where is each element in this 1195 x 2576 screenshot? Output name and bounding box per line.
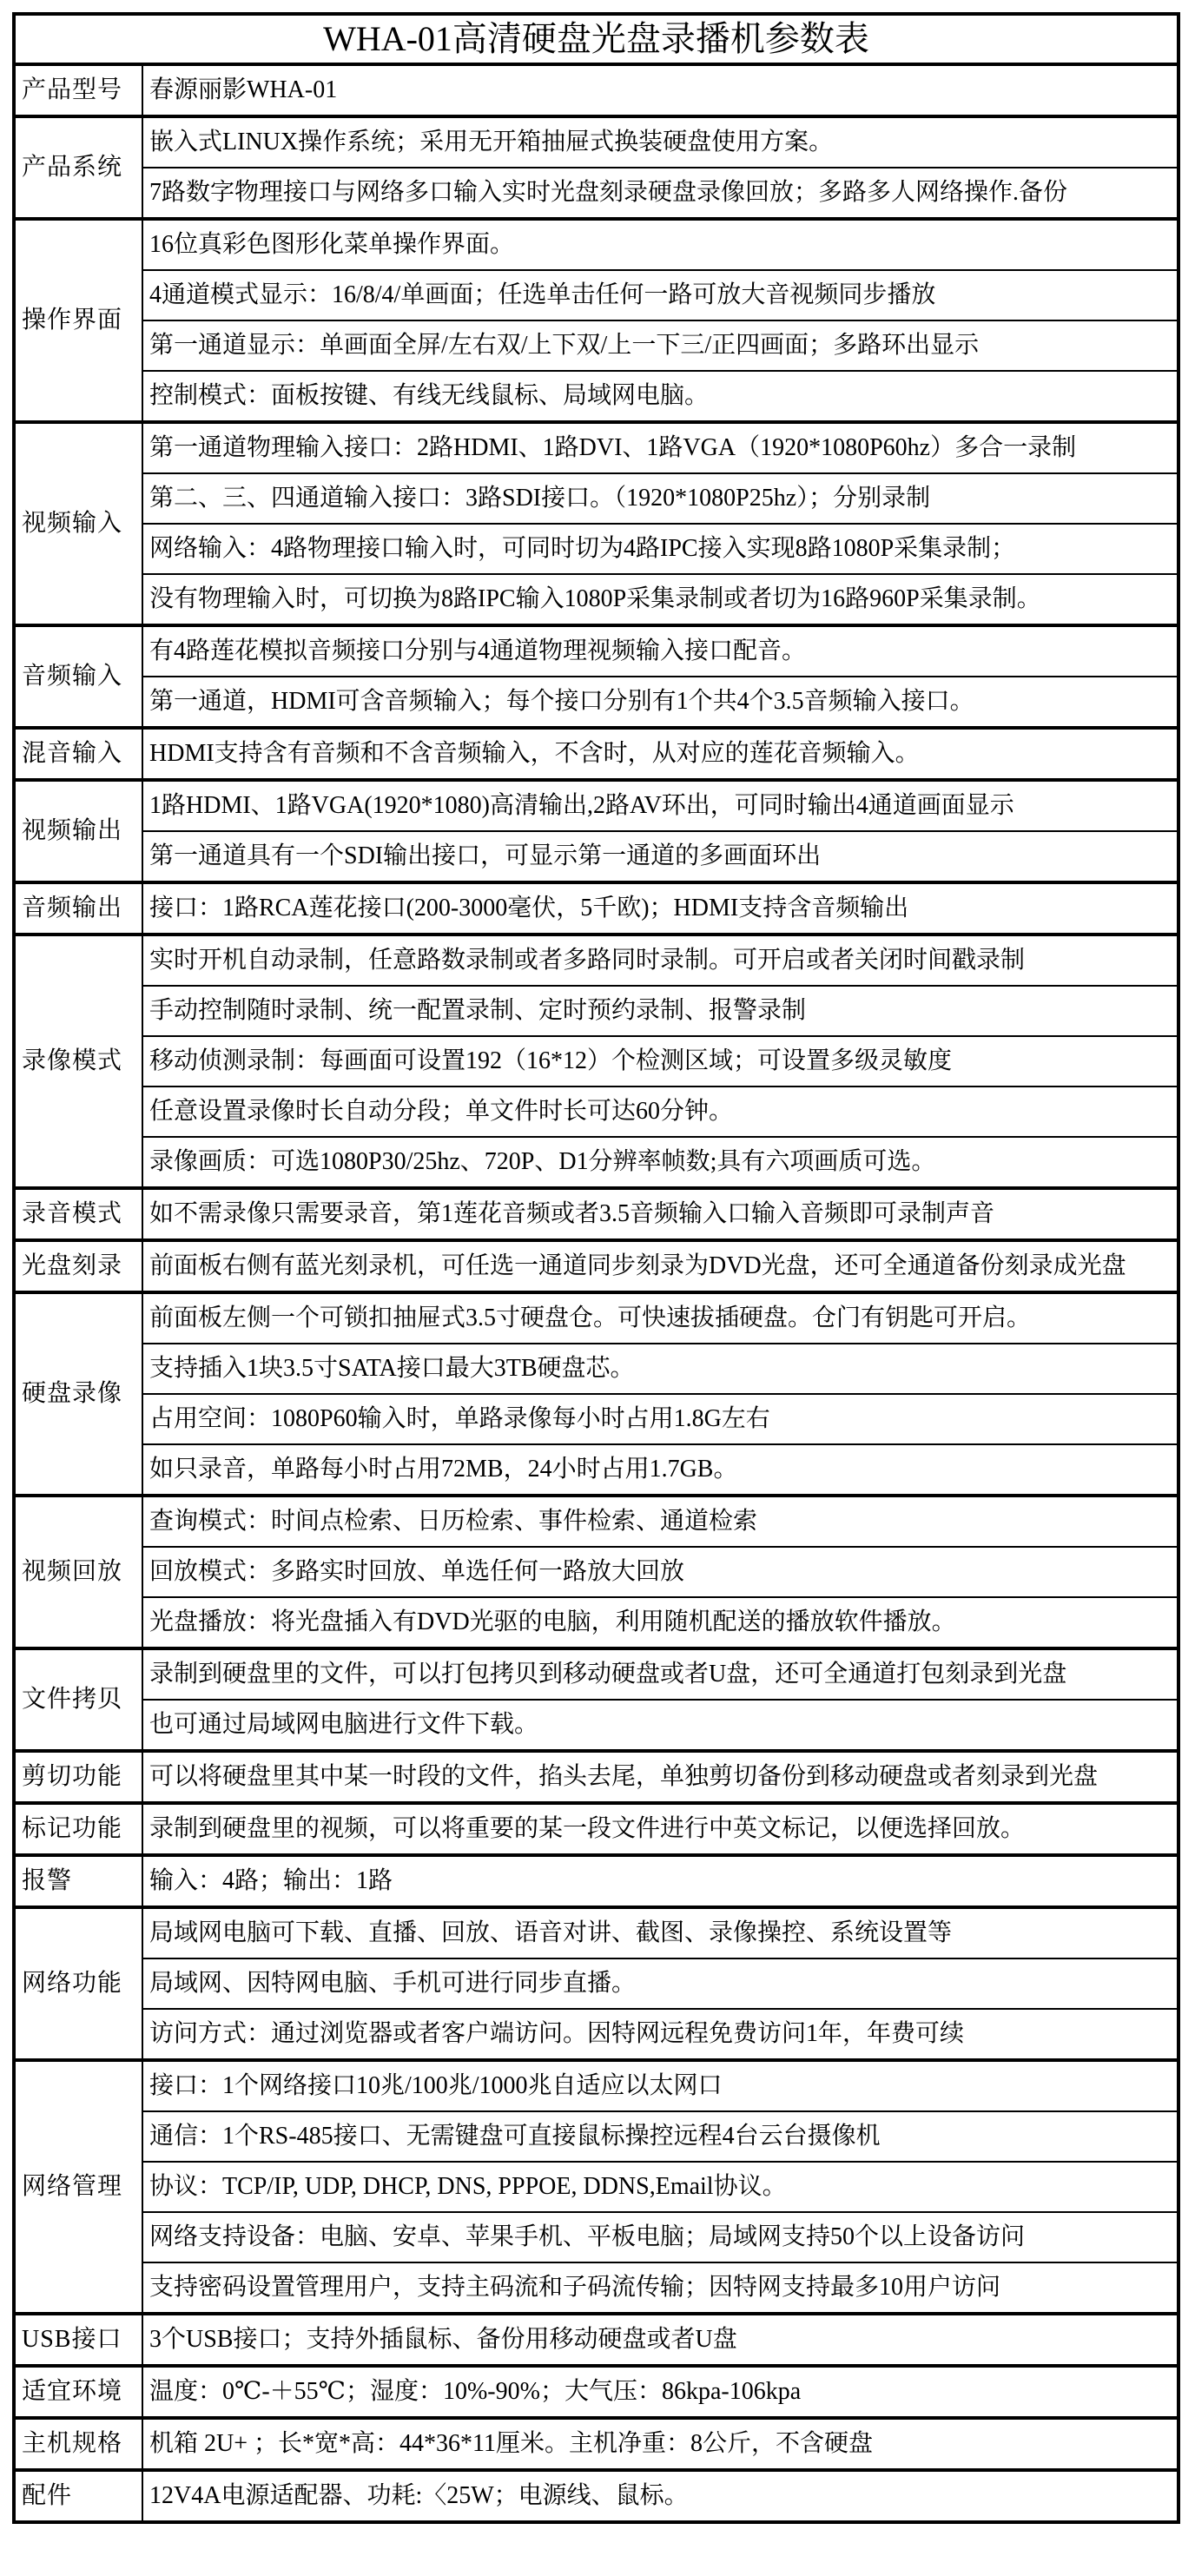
category-cell: 视频输出 <box>14 780 142 882</box>
table-row <box>14 1240 1178 1292</box>
spec-cell: 第一通道物理输入接口：2路HDMI、1路DVI、1路VGA（1920*1080P60hz）多合一录制 <box>142 422 1178 473</box>
table-row <box>14 1700 1178 1751</box>
spec-cell: 有4路莲花模拟音频接口分别与4通道物理视频输入接口配音。 <box>142 625 1178 677</box>
table-row <box>14 1496 1178 1547</box>
table-row <box>14 2418 1178 2470</box>
table-row <box>14 219 1178 270</box>
table-row <box>14 625 1178 677</box>
spec-cell: 也可通过局域网电脑进行文件下载。 <box>142 1700 1178 1751</box>
table-row <box>14 422 1178 473</box>
table-row <box>14 64 1178 116</box>
spec-cell: 温度：0℃-＋55℃；湿度：10%-90%；大气压：86kpa-106kpa <box>142 2366 1178 2418</box>
category-cell: 剪切功能 <box>14 1751 142 1803</box>
spec-cell: 占用空间：1080P60输入时，单路录像每小时占用1.8G左右 <box>142 1394 1178 1444</box>
table-row <box>14 1292 1178 1344</box>
spec-cell: 4通道模式显示：16/8/4/单画面；任选单击任何一路可放大音视频同步播放 <box>142 270 1178 320</box>
spec-cell: 没有物理输入时，可切换为8路IPC输入1080P采集录制或者切为16路960P采集录制。 <box>142 574 1178 625</box>
category-cell: 配件 <box>14 2470 142 2522</box>
table-row <box>14 1648 1178 1700</box>
table-row <box>14 831 1178 882</box>
spec-cell: 接口：1路RCA莲花接口(200-3000毫伏，5千欧)；HDMI支持含音频输出 <box>142 882 1178 935</box>
table-row <box>14 1344 1178 1394</box>
table-row <box>14 1855 1178 1907</box>
spec-cell: 7路数字物理接口与网络多口输入实时光盘刻录硬盘录像回放；多路多人网络操作.备份 <box>142 168 1178 219</box>
table-row <box>14 2060 1178 2111</box>
spec-cell: 第一通道具有一个SDI输出接口，可显示第一通道的多画面环出 <box>142 831 1178 882</box>
category-cell: 音频输入 <box>14 625 142 728</box>
table-row <box>14 728 1178 780</box>
table-row <box>14 574 1178 625</box>
table-row <box>14 1803 1178 1855</box>
table-row <box>14 320 1178 371</box>
table-row <box>14 1444 1178 1496</box>
category-cell: 主机规格 <box>14 2418 142 2470</box>
category-cell: 产品系统 <box>14 116 142 219</box>
table-row <box>14 677 1178 728</box>
table-row <box>14 270 1178 320</box>
table-row <box>14 524 1178 574</box>
table-row <box>14 882 1178 935</box>
table-row <box>14 1547 1178 1597</box>
category-cell: 音频输出 <box>14 882 142 935</box>
table-row <box>14 2470 1178 2522</box>
spec-cell: 通信：1个RS-485接口、无需键盘可直接鼠标操控远程4台云台摄像机 <box>142 2111 1178 2162</box>
spec-cell: 12V4A电源适配器、功耗:〈25W；电源线、鼠标。 <box>142 2470 1178 2522</box>
spec-cell: 手动控制随时录制、统一配置录制、定时预约录制、报警录制 <box>142 986 1178 1036</box>
spec-cell: 回放模式：多路实时回放、单选任何一路放大回放 <box>142 1547 1178 1597</box>
spec-cell: 机箱 2U+ ；长*宽*高：44*36*11厘米。主机净重：8公斤，不含硬盘 <box>142 2418 1178 2470</box>
category-cell: 录音模式 <box>14 1188 142 1240</box>
spec-cell: 如只录音，单路每小时占用72MB，24小时占用1.7GB。 <box>142 1444 1178 1496</box>
spec-table <box>12 12 1180 2524</box>
table-row <box>14 1907 1178 1958</box>
spec-cell: 任意设置录像时长自动分段；单文件时长可达60分钟。 <box>142 1087 1178 1137</box>
spec-cell: 第一通道，HDMI可含音频输入；每个接口分别有1个共4个3.5音频输入接口。 <box>142 677 1178 728</box>
spec-cell: 局域网电脑可下载、直播、回放、语音对讲、截图、录像操控、系统设置等 <box>142 1907 1178 1958</box>
category-cell: 网络管理 <box>14 2060 142 2314</box>
category-cell: 报警 <box>14 1855 142 1907</box>
title-row <box>14 14 1178 64</box>
spec-cell: 前面板右侧有蓝光刻录机，可任选一通道同步刻录为DVD光盘，还可全通道备份刻录成光盘 <box>142 1240 1178 1292</box>
category-cell: 硬盘录像 <box>14 1292 142 1496</box>
spec-cell: 录制到硬盘里的文件，可以打包拷贝到移动硬盘或者U盘，还可全通道打包刻录到光盘 <box>142 1648 1178 1700</box>
category-cell: 网络功能 <box>14 1907 142 2060</box>
table-row <box>14 371 1178 422</box>
spec-cell: 前面板左侧一个可锁扣抽屉式3.5寸硬盘仓。可快速拔插硬盘。仓门有钥匙可开启。 <box>142 1292 1178 1344</box>
spec-cell: 1路HDMI、1路VGA(1920*1080)高清输出,2路AV环出，可同时输出4通道画面显示 <box>142 780 1178 831</box>
spec-cell: 支持插入1块3.5寸SATA接口最大3TB硬盘芯。 <box>142 1344 1178 1394</box>
table-row <box>14 2111 1178 2162</box>
spec-cell: 可以将硬盘里其中某一时段的文件，掐头去尾，单独剪切备份到移动硬盘或者刻录到光盘 <box>142 1751 1178 1803</box>
spec-cell: 实时开机自动录制，任意路数录制或者多路同时录制。可开启或者关闭时间戳录制 <box>142 935 1178 986</box>
spec-cell: 3个USB接口；支持外插鼠标、备份用移动硬盘或者U盘 <box>142 2314 1178 2366</box>
spec-cell: 第二、三、四通道输入接口：3路SDI接口。（1920*1080P25hz）；分别录制 <box>142 473 1178 524</box>
spec-cell: 移动侦测录制：每画面可设置192（16*12）个检测区域；可设置多级灵敏度 <box>142 1036 1178 1087</box>
spec-cell: 协议：TCP/IP, UDP, DHCP, DNS, PPPOE, DDNS,Email协议。 <box>142 2162 1178 2212</box>
table-row <box>14 1036 1178 1087</box>
spec-cell: 网络输入：4路物理接口输入时，可同时切为4路IPC接入实现8路1080P采集录制； <box>142 524 1178 574</box>
table-row <box>14 986 1178 1036</box>
category-cell: 文件拷贝 <box>14 1648 142 1751</box>
table-row <box>14 2162 1178 2212</box>
table-row <box>14 473 1178 524</box>
table-row <box>14 116 1178 168</box>
spec-cell: 如不需录像只需要录音，第1莲花音频或者3.5音频输入口输入音频即可录制声音 <box>142 1188 1178 1240</box>
spec-cell: 网络支持设备：电脑、安卓、苹果手机、平板电脑；局域网支持50个以上设备访问 <box>142 2212 1178 2262</box>
category-cell: 操作界面 <box>14 219 142 422</box>
category-cell: 产品型号 <box>14 64 142 116</box>
spec-cell: 控制模式：面板按键、有线无线鼠标、局域网电脑。 <box>142 371 1178 422</box>
spec-table-body <box>14 14 1178 2522</box>
spec-cell: 第一通道显示：单画面全屏/左右双/上下双/上一下三/正四画面；多路环出显示 <box>142 320 1178 371</box>
spec-cell: 16位真彩色图形化菜单操作界面。 <box>142 219 1178 270</box>
category-cell: 录像模式 <box>14 935 142 1188</box>
spec-cell: 光盘播放：将光盘插入有DVD光驱的电脑，利用随机配送的播放软件播放。 <box>142 1597 1178 1648</box>
spec-cell: 接口：1个网络接口10兆/100兆/1000兆自适应以太网口 <box>142 2060 1178 2111</box>
table-row <box>14 935 1178 986</box>
page-title: WHA-01高清硬盘光盘录播机参数表 <box>14 14 1178 64</box>
table-row <box>14 2314 1178 2366</box>
spec-cell: 春源丽影WHA-01 <box>142 64 1178 116</box>
table-row <box>14 1751 1178 1803</box>
table-row <box>14 1597 1178 1648</box>
table-row <box>14 2212 1178 2262</box>
spec-cell: 支持密码设置管理用户，支持主码流和子码流传输；因特网支持最多10用户访问 <box>142 2262 1178 2314</box>
spec-cell: 局域网、因特网电脑、手机可进行同步直播。 <box>142 1958 1178 2009</box>
category-cell: 适宜环境 <box>14 2366 142 2418</box>
category-cell: 视频回放 <box>14 1496 142 1648</box>
table-row <box>14 1958 1178 2009</box>
spec-sheet <box>12 12 1180 2524</box>
category-cell: 标记功能 <box>14 1803 142 1855</box>
table-row <box>14 2009 1178 2060</box>
category-cell: USB接口 <box>14 2314 142 2366</box>
spec-cell: HDMI支持含有音频和不含音频输入，不含时，从对应的莲花音频输入。 <box>142 728 1178 780</box>
spec-cell: 输入：4路；输出：1路 <box>142 1855 1178 1907</box>
spec-cell: 查询模式：时间点检索、日历检索、事件检索、通道检索 <box>142 1496 1178 1547</box>
table-row <box>14 2366 1178 2418</box>
table-row <box>14 2262 1178 2314</box>
table-row <box>14 1394 1178 1444</box>
table-row <box>14 1137 1178 1188</box>
spec-cell: 访问方式：通过浏览器或者客户端访问。因特网远程免费访问1年，年费可续 <box>142 2009 1178 2060</box>
spec-cell: 嵌入式LINUX操作系统；采用无开箱抽屉式换装硬盘使用方案。 <box>142 116 1178 168</box>
spec-cell: 录制到硬盘里的视频，可以将重要的某一段文件进行中英文标记，以便选择回放。 <box>142 1803 1178 1855</box>
table-row <box>14 1087 1178 1137</box>
table-row <box>14 1188 1178 1240</box>
table-row <box>14 780 1178 831</box>
spec-cell: 录像画质：可选1080P30/25hz、720P、D1分辨率帧数;具有六项画质可选。 <box>142 1137 1178 1188</box>
category-cell: 视频输入 <box>14 422 142 625</box>
table-row <box>14 168 1178 219</box>
category-cell: 光盘刻录 <box>14 1240 142 1292</box>
category-cell: 混音输入 <box>14 728 142 780</box>
